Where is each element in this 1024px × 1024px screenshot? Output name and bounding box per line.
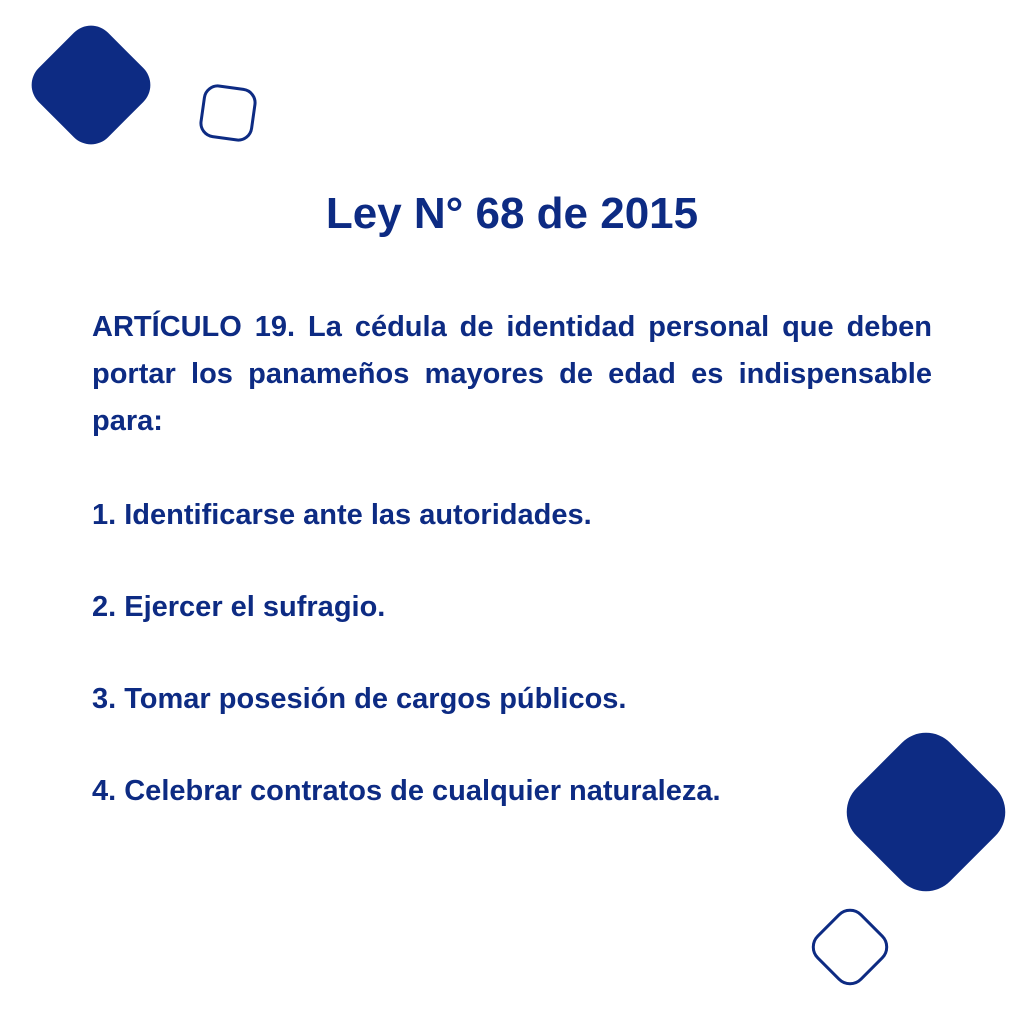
document-title: Ley N° 68 de 2015 xyxy=(325,189,699,238)
decorative-filled-square-top xyxy=(22,16,161,155)
decorative-outline-square-top xyxy=(198,83,259,144)
requirements-list xyxy=(92,492,721,860)
decorative-filled-square-bottom xyxy=(833,719,1020,906)
list-item: 2. Ejercer el sufragio. xyxy=(92,591,386,623)
article-text: ARTÍCULO 19. La cédula de identidad personal que deben portar los panameños mayores de edad es indispensable para: xyxy=(92,311,932,437)
list-item: 3. Tomar posesión de cargos públicos. xyxy=(92,683,627,715)
list-item: 1. Identificarse ante las autoridades. xyxy=(92,499,592,531)
list-item: 4. Celebrar contratos de cualquier naturaleza. xyxy=(92,775,721,807)
decorative-outline-square-bottom xyxy=(805,902,896,993)
